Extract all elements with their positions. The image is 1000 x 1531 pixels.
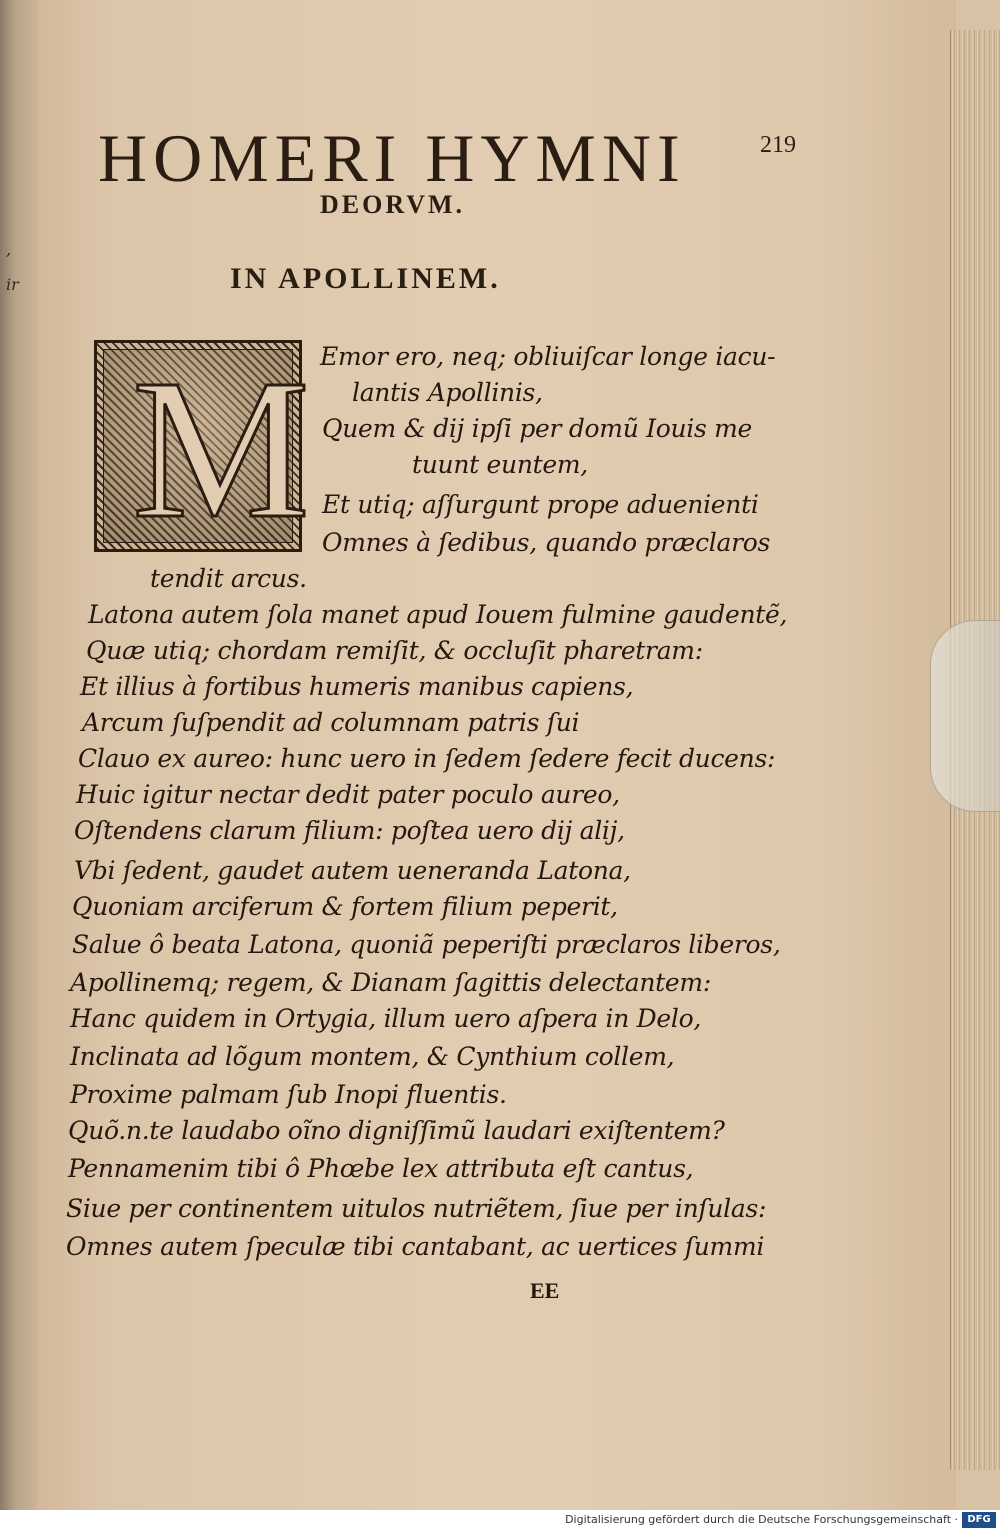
section-heading: IN APOLLINEM. [230, 262, 501, 295]
text-line: Quem & dij ipſi per domũ Iouis me [322, 414, 753, 443]
margin-mark: , [6, 240, 12, 259]
text-line: Quæ utiq; chordam remiſit, & occluſit pharetram: [86, 636, 703, 665]
text-line: Quõ.n.te laudabo oĩno digniſſimũ laudari exiſtentem? [68, 1116, 725, 1145]
text-line: Pennamenim tibi ô Phœbe lex attributa eſt cantus, [68, 1154, 694, 1183]
text-line: Clauo ex aureo: hunc uero in ſedem ſedere fecit ducens: [78, 744, 776, 773]
page-number: 219 [760, 132, 796, 158]
text-line: Omnes à ſedibus, quando præclaros [322, 528, 770, 557]
text-line: Inclinata ad lõgum montem, & Cynthium collem, [70, 1042, 675, 1071]
text-line: Vbi ſedent, gaudet autem ueneranda Latona, [74, 856, 631, 885]
text-line: Omnes autem ſpeculæ tibi cantabant, ac uertices ſummi [66, 1232, 765, 1261]
text-line: tuunt euntem, [412, 450, 588, 479]
dfg-logo: DFG [962, 1512, 996, 1528]
page-clip [930, 620, 1000, 812]
text-line: Hanc quidem in Ortygia, illum uero aſpera in Delo, [70, 1004, 701, 1033]
margin-mark: ir [6, 275, 19, 294]
initial-letter: M [132, 339, 310, 560]
text-line: Apollinemq; regem, & Dianam ſagittis delectantem: [70, 968, 711, 997]
text-line: Siue per continentem uitulos nutriẽtem, ſiue per inſulas: [66, 1194, 767, 1223]
footer-bar [0, 1510, 1000, 1531]
page-subtitle: DEORVM. [320, 190, 466, 219]
text-line: Oſtendens clarum filium: poſtea uero dij alij, [74, 816, 625, 845]
page-title: HOMERI HYMNI [98, 120, 686, 196]
decorated-initial [94, 339, 310, 560]
text-line: Emor ero, neq; obliuiſcar longe iacu- [320, 342, 776, 371]
previous-page-edge [0, 0, 38, 1510]
funding-notice: Digitalisierung gefördert durch die Deutsche Forschungsgemeinschaft · [565, 1513, 958, 1526]
text-line: tendit arcus. [150, 564, 307, 593]
text-line: Quoniam arciferum & fortem filium peperit, [72, 892, 618, 921]
text-line: Latona autem ſola manet apud Iouem fulmine gaudentẽ, [88, 600, 788, 629]
signature-mark: EE [530, 1278, 560, 1303]
text-line: Salue ô beata Latona, quoniã peperiſti præclaros liberos, [72, 930, 781, 959]
text-line: Et utiq; aſſurgunt prope aduenienti [322, 490, 759, 519]
text-line: Huic igitur nectar dedit pater poculo aureo, [76, 780, 620, 809]
text-line: Arcum ſuſpendit ad columnam patris ſui [82, 708, 580, 737]
text-line: Proxime palmam ſub Inopi fluentis. [70, 1080, 507, 1109]
initial-frame [103, 339, 310, 560]
text-line: lantis Apollinis, [352, 378, 543, 407]
text-line: Et illius à fortibus humeris manibus capiens, [80, 672, 634, 701]
